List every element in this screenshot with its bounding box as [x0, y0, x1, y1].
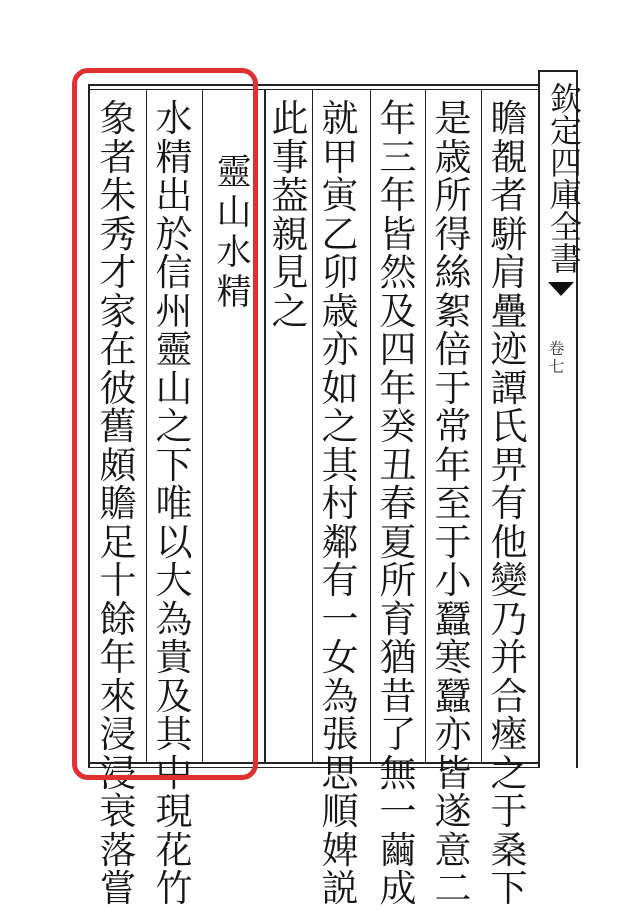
- fold-top-rule: [538, 70, 578, 72]
- text-glyph: 竹: [155, 867, 193, 910]
- text-glyph: 有: [321, 559, 359, 602]
- text-glyph: 親: [271, 212, 309, 256]
- text-column-1: [487, 97, 531, 910]
- text-glyph: 春: [379, 482, 417, 525]
- text-glyph: 亦: [434, 713, 472, 756]
- text-glyph: 浸: [99, 713, 137, 756]
- text-glyph: 乙: [321, 212, 359, 256]
- text-glyph: 家: [99, 289, 137, 333]
- text-glyph: 皆: [434, 751, 472, 795]
- text-glyph: 花: [155, 828, 193, 872]
- text-glyph: 年: [99, 636, 137, 679]
- text-glyph: 順: [321, 790, 359, 833]
- text-glyph: 見: [271, 251, 309, 294]
- text-column-5: [268, 97, 312, 333]
- text-glyph: 現: [155, 790, 193, 833]
- text-glyph: 葢: [271, 174, 309, 217]
- text-column-4: [318, 97, 362, 910]
- text-glyph: 在: [99, 328, 137, 371]
- text-glyph: 水: [155, 97, 193, 140]
- highlight-box: [72, 68, 258, 780]
- text-glyph: 甲: [321, 135, 359, 179]
- text-glyph: 中: [155, 751, 193, 795]
- text-glyph: 張: [321, 713, 359, 756]
- text-glyph: 其: [321, 443, 359, 487]
- text-glyph: 癸: [379, 405, 417, 448]
- text-glyph: 之: [490, 751, 528, 795]
- text-glyph: 之: [271, 289, 309, 333]
- text-glyph: 一: [379, 790, 417, 833]
- text-glyph: 絲: [434, 251, 472, 294]
- text-glyph: 秀: [99, 212, 137, 256]
- text-glyph: 變: [490, 559, 528, 602]
- title-glyph: 精: [216, 273, 252, 313]
- text-glyph: 遂: [434, 790, 472, 833]
- text-glyph: 女: [321, 636, 359, 679]
- text-glyph: 蠶: [434, 674, 472, 718]
- text-glyph: 無: [379, 751, 417, 795]
- text-glyph: 其: [155, 713, 193, 756]
- text-glyph: 就: [321, 97, 359, 140]
- text-column-2: [431, 97, 475, 910]
- text-glyph: 倍: [434, 328, 472, 371]
- title-glyph: 山: [216, 193, 252, 233]
- text-glyph: 是: [434, 97, 472, 140]
- text-glyph: 此: [271, 97, 309, 140]
- text-glyph: 婢: [321, 828, 359, 872]
- text-glyph: 精: [155, 135, 193, 179]
- text-glyph: 貴: [155, 636, 193, 679]
- text-glyph: 所: [379, 559, 417, 602]
- text-glyph: 乃: [490, 597, 528, 641]
- text-glyph: 山: [155, 366, 193, 410]
- text-glyph: 迹: [490, 328, 528, 371]
- text-glyph: 了: [379, 713, 417, 756]
- text-glyph: 思: [321, 751, 359, 795]
- text-glyph: 浸: [99, 751, 137, 795]
- text-glyph: 者: [99, 135, 137, 179]
- text-glyph: 足: [99, 520, 137, 564]
- text-glyph: 卯: [321, 251, 359, 294]
- text-glyph: 駢: [490, 212, 528, 256]
- text-glyph: 之: [155, 405, 193, 448]
- text-glyph: 瘞: [490, 713, 528, 756]
- text-glyph: 覩: [490, 135, 528, 179]
- text-glyph: 小: [434, 559, 472, 602]
- text-glyph: 譚: [490, 366, 528, 410]
- text-glyph: 靈: [155, 328, 193, 371]
- text-glyph: 年: [379, 174, 417, 217]
- column-divider: [481, 89, 482, 762]
- text-glyph: 彼: [99, 366, 137, 410]
- text-glyph: 者: [490, 174, 528, 217]
- column-divider: [312, 89, 313, 762]
- text-glyph: 寅: [321, 174, 359, 217]
- text-glyph: 下: [155, 443, 193, 487]
- text-glyph: 才: [99, 251, 137, 294]
- text-glyph: 下: [490, 867, 528, 910]
- text-glyph: 餘: [99, 597, 137, 641]
- text-glyph: 三: [379, 135, 417, 179]
- text-glyph: 得: [434, 212, 472, 256]
- column-divider: [264, 89, 266, 762]
- text-glyph: 成: [379, 867, 417, 910]
- text-glyph: 蠶: [434, 597, 472, 641]
- book-title-column: [536, 82, 583, 274]
- text-glyph: 育: [379, 597, 417, 641]
- text-glyph: 寒: [434, 636, 472, 679]
- text-glyph: 意: [434, 828, 472, 872]
- text-glyph: 畀: [490, 443, 528, 487]
- text-glyph: 然: [379, 251, 417, 294]
- text-glyph: 事: [271, 135, 309, 179]
- text-glyph: 二: [434, 867, 472, 910]
- text-glyph: 十: [99, 559, 137, 602]
- text-glyph: 合: [490, 674, 528, 718]
- text-glyph: 亦: [321, 328, 359, 371]
- text-glyph: 于: [434, 520, 472, 564]
- text-glyph: 年: [379, 97, 417, 140]
- text-glyph: 丑: [379, 443, 417, 487]
- text-glyph: 落: [99, 828, 137, 872]
- text-glyph: 年: [379, 366, 417, 410]
- text-glyph: 瞻: [490, 97, 528, 140]
- title-glyph: 靈: [216, 153, 252, 193]
- text-glyph: 大: [155, 559, 193, 602]
- text-glyph: 氏: [490, 405, 528, 448]
- text-glyph: 於: [155, 212, 193, 256]
- text-glyph: 州: [155, 289, 193, 333]
- text-glyph: 歳: [434, 135, 472, 179]
- text-glyph: 歳: [321, 289, 359, 333]
- text-glyph: 為: [155, 597, 193, 641]
- column-divider: [425, 89, 426, 762]
- text-glyph: 昔: [379, 674, 417, 718]
- text-glyph: 于: [490, 790, 528, 833]
- text-glyph: 頗: [99, 443, 137, 487]
- text-glyph: 并: [490, 636, 528, 679]
- text-glyph: 絮: [434, 289, 472, 333]
- fishtail-mark: [548, 282, 574, 296]
- text-glyph: 四: [379, 328, 417, 371]
- text-glyph: 及: [379, 289, 417, 333]
- text-glyph: 唯: [155, 482, 193, 525]
- text-glyph: 村: [321, 482, 359, 525]
- text-glyph: 所: [434, 174, 472, 217]
- text-glyph: 至: [434, 482, 472, 525]
- text-glyph: 及: [155, 674, 193, 718]
- text-glyph: 于: [434, 366, 472, 410]
- text-glyph: 為: [321, 674, 359, 718]
- text-glyph: 朱: [99, 174, 137, 217]
- text-glyph: 桑: [490, 828, 528, 872]
- text-glyph: 疊: [490, 289, 528, 333]
- text-glyph: 出: [155, 174, 193, 217]
- text-glyph: 一: [321, 597, 359, 641]
- text-glyph: 他: [490, 520, 528, 564]
- text-glyph: 常: [434, 405, 472, 448]
- text-glyph: 繭: [379, 828, 417, 872]
- text-glyph: 如: [321, 366, 359, 410]
- volume-label: 卷七: [546, 340, 565, 376]
- column-divider: [370, 89, 371, 762]
- text-glyph: 夏: [379, 520, 417, 564]
- text-glyph: 年: [434, 443, 472, 487]
- text-glyph: 贍: [99, 482, 137, 525]
- title-glyph: 水: [216, 233, 252, 273]
- text-glyph: 説: [321, 867, 359, 910]
- book-title: 欽定四庫全書: [545, 82, 583, 274]
- text-glyph: 來: [99, 674, 137, 718]
- text-column-3: [376, 97, 420, 910]
- text-glyph: 以: [155, 520, 193, 564]
- text-glyph: 猶: [379, 636, 417, 679]
- text-glyph: 信: [155, 251, 193, 294]
- text-glyph: 象: [99, 97, 137, 140]
- text-glyph: 舊: [99, 405, 137, 448]
- text-glyph: 之: [321, 405, 359, 448]
- text-glyph: 嘗: [99, 867, 137, 910]
- text-glyph: 鄰: [321, 520, 359, 564]
- text-glyph: 肩: [490, 251, 528, 294]
- text-glyph: 有: [490, 482, 528, 525]
- text-glyph: 皆: [379, 212, 417, 256]
- text-glyph: 衰: [99, 790, 137, 833]
